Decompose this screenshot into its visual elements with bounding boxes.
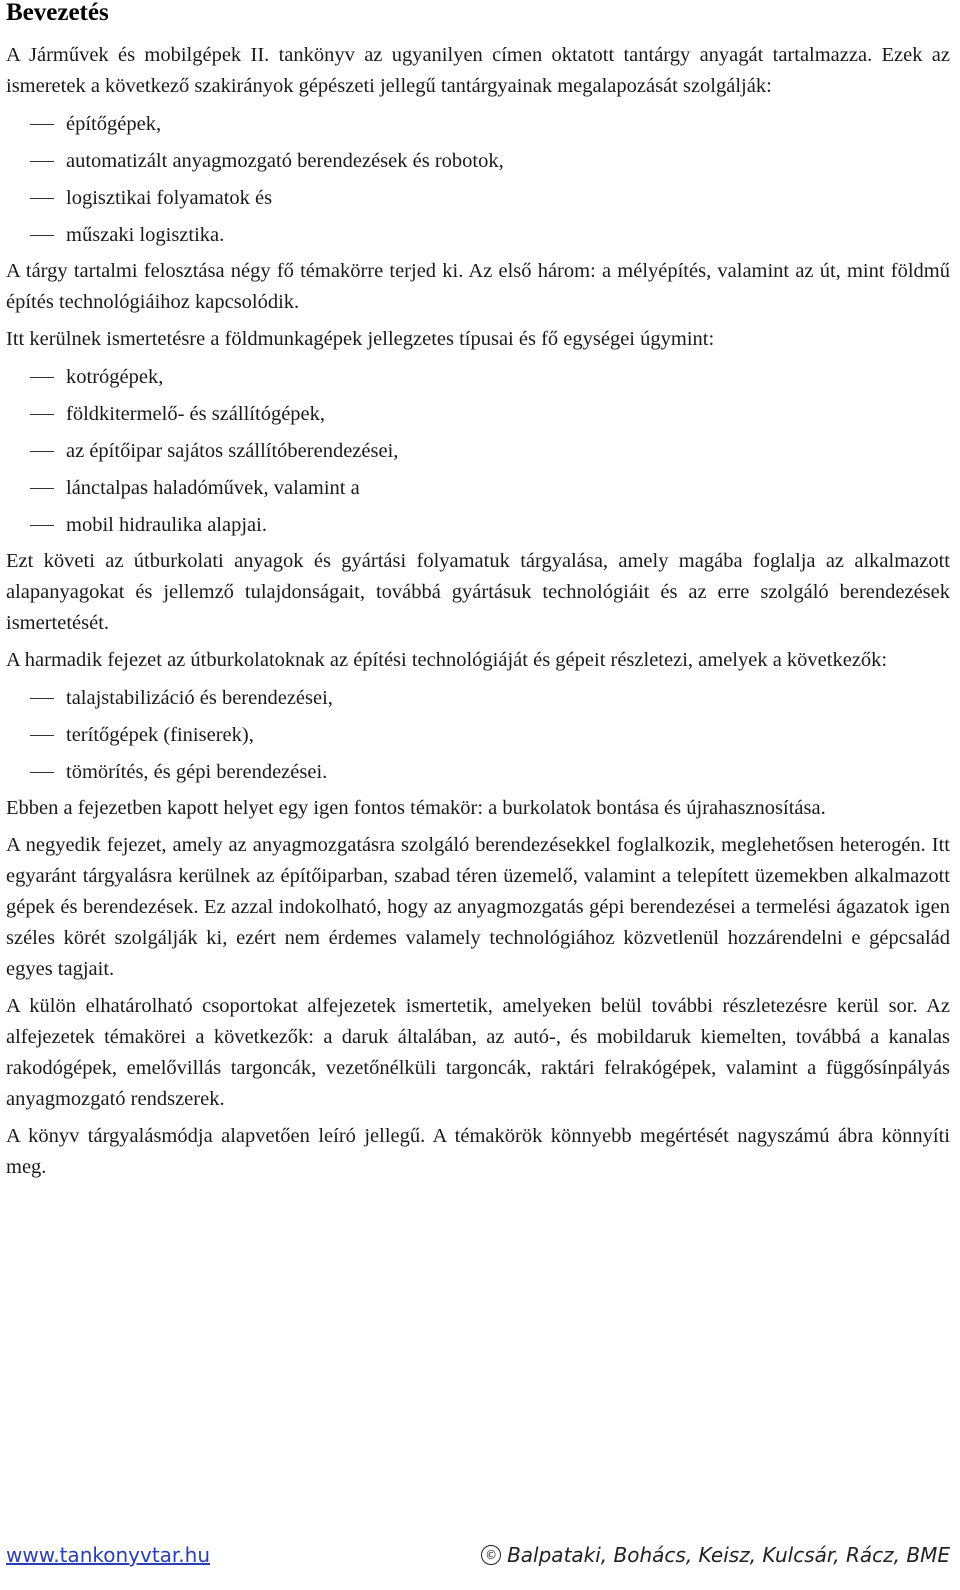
recycling-paragraph: Ebben a fejezetben kapott helyet egy igen fontos témakör: a burkolatok bontása és újrahasznosítása.: [6, 797, 826, 819]
page-footer: [6, 1540, 950, 1570]
list-item: az építőipar sajátos szállítóberendezései,: [6, 433, 950, 470]
third-chapter-paragraph: A harmadik fejezet az útburkolatoknak az építési technológiáját és gépeit részletezi, amelyek a következők:: [6, 649, 888, 671]
intro-paragraph: A Járművek és mobilgépek II. tankönyv az ugyanilyen címen oktatott tantárgy anyagát tartalmazza. Ezek az ismeretek a következő szakirányok gépészeti jellegű tantárgyainak megalapozását szolgálják:: [6, 44, 950, 97]
list-item: földkitermelő- és szállítógépek,: [6, 396, 950, 433]
copyright-notice: [481, 1543, 950, 1567]
list-item: talajstabilizáció és berendezései,: [6, 680, 950, 717]
fourth-chapter-paragraph: A negyedik fejezet, amely az anyagmozgatásra szolgáló berendezésekkel foglalkozik, meglehetősen heterogén. Itt egyaránt tárgyalásra kerülnek az építőiparban, szabad téren üzemelő, valamint a telepített üzemekben alkalmazott gépek és berendezések. Ez azzal indokolható, hogy az anyagmozgatás gépi berendezései a termelési ágazatok igen széles körét szolgálják ki, ezért nem érdemes valamely technológiához közvetlenül hozzárendelni e gépcsalád egyes tagjait.: [6, 834, 950, 980]
subchapters-paragraph: A külön elhatárolható csoportokat alfejezetek ismertetik, amelyeken belül további részletezésre kerül sor. Az alfejezetek témakörei a következők: a daruk általában, az autó-, és mobildaruk kiemelten, továbbá a kanalas rakodógépek, emelővillás targoncák, vezetőnélküli targoncák, raktári felrakógépek, valamint a függősínpályás anyagmozgató rendszerek.: [6, 995, 950, 1110]
list-item: lánctalpas haladóművek, valamint a: [6, 470, 950, 507]
copyright-icon: ©: [481, 1545, 501, 1565]
earthwork-paragraph: Itt kerülnek ismertetésre a földmunkagépek jellegzetes típusai és fő egységei úgymint:: [6, 328, 715, 350]
earthwork-machines-list: [6, 359, 950, 544]
book-style-paragraph: A könyv tárgyalásmódja alapvetően leíró jellegű. A témakörök könnyebb megértését nagyszámú ábra könnyíti meg.: [6, 1125, 950, 1178]
specialization-list: [6, 106, 950, 254]
page-title: Bevezetés: [6, 0, 109, 26]
list-item: terítőgépek (finiserek),: [6, 717, 950, 754]
website-link[interactable]: www.tankonyvtar.hu: [6, 1543, 211, 1567]
road-construction-list: [6, 680, 950, 791]
pavement-paragraph: Ezt követi az útburkolati anyagok és gyártási folyamatuk tárgyalása, amely magába foglalja az alkalmazott alapanyagokat és jellemző tulajdonságait, továbbá gyártásuk technológiáit és az erre szolgáló berendezések ismertetését.: [6, 550, 950, 634]
authors-text: Balpataki, Bohács, Keisz, Kulcsár, Rácz, BME: [507, 1543, 950, 1567]
document-page: [6, 0, 950, 1183]
list-item: építőgépek,: [6, 106, 950, 143]
list-item: tömörítés, és gépi berendezései.: [6, 754, 950, 791]
list-item: műszaki logisztika.: [6, 217, 950, 254]
topics-paragraph: A tárgy tartalmi felosztása négy fő témakörre terjed ki. Az első három: a mélyépítés, valamint az út, mint földmű építés technológiáihoz kapcsolódik.: [6, 260, 950, 313]
list-item: automatizált anyagmozgató berendezések és robotok,: [6, 143, 950, 180]
list-item: kotrógépek,: [6, 359, 950, 396]
list-item: logisztikai folyamatok és: [6, 180, 950, 217]
list-item: mobil hidraulika alapjai.: [6, 507, 950, 544]
